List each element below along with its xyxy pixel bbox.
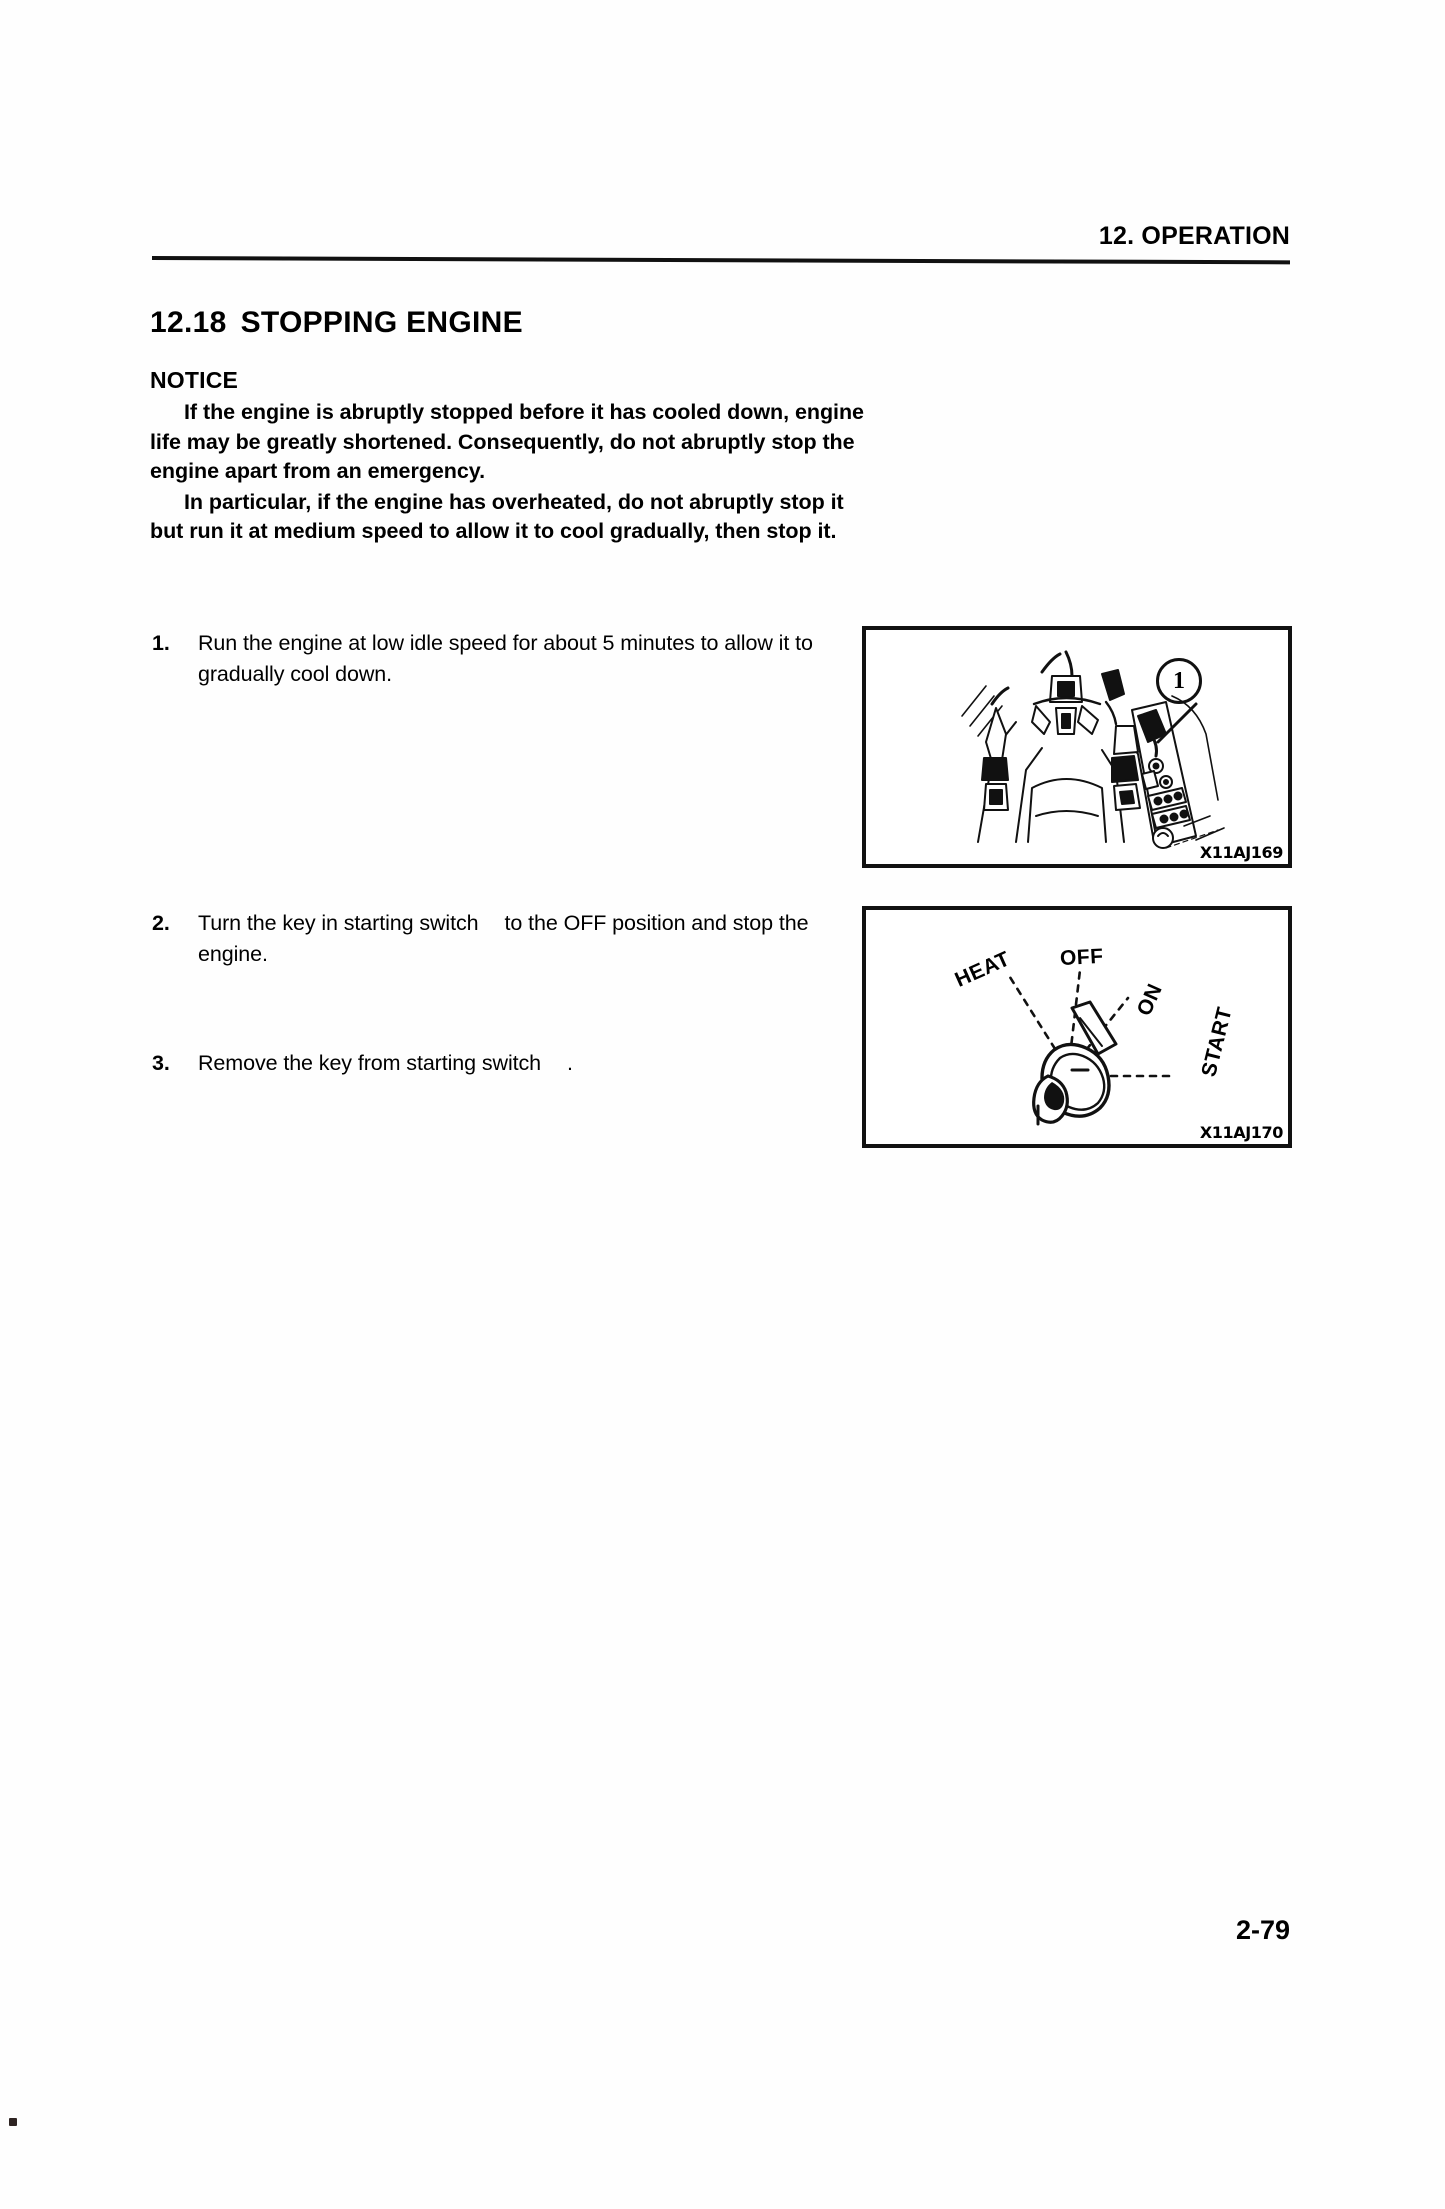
section-title: STOPPING ENGINE bbox=[240, 306, 523, 339]
step-text-after: to the OFF position and stop the engine. bbox=[198, 911, 809, 966]
step-text-before: Remove the key from starting switch bbox=[198, 1051, 542, 1075]
section-number: 12.18 bbox=[150, 306, 227, 339]
switch-label-start: START bbox=[1197, 1004, 1237, 1080]
notice-paragraph: If the engine is abruptly stopped before it has cooled down, engine life may be greatly shortened. Consequently, do not abruptly stop the engine apart from an emergency. bbox=[150, 400, 864, 483]
step-item bbox=[152, 628, 852, 690]
callout-number-1: 1 bbox=[1156, 658, 1202, 704]
figure-code: X11AJ170 bbox=[1199, 1123, 1283, 1142]
switch-label-heat: HEAT bbox=[951, 947, 1014, 992]
figure-starting-switch bbox=[862, 906, 1292, 1148]
figure-code: X11AJ169 bbox=[1199, 843, 1283, 862]
cab-interior-illustration bbox=[866, 630, 1288, 864]
notice-label: NOTICE bbox=[150, 367, 239, 393]
scan-artifact-dot bbox=[9, 2118, 17, 2126]
notice-paragraph: In particular, if the engine has overheated, do not abruptly stop it but run it at medium speed to allow it to cool gradually, then stop it. bbox=[150, 489, 844, 543]
step-text-before: Turn the key in starting switch bbox=[198, 911, 479, 935]
running-header: 12. OPERATION bbox=[1098, 222, 1290, 250]
notice-body bbox=[150, 398, 870, 547]
switch-label-on: ON bbox=[1132, 980, 1167, 1020]
section-heading bbox=[150, 306, 523, 340]
step-number: 1. bbox=[152, 631, 170, 655]
header-rule bbox=[152, 256, 1290, 264]
step-text bbox=[198, 908, 852, 970]
step-item bbox=[152, 908, 852, 970]
page-number: 2-79 bbox=[1235, 1915, 1290, 1945]
step-item bbox=[152, 1048, 852, 1079]
step-text-after: . bbox=[567, 1051, 573, 1075]
figure-cab-interior bbox=[862, 626, 1292, 868]
step-number: 3. bbox=[152, 1051, 170, 1075]
step-number: 2. bbox=[152, 911, 170, 935]
switch-label-off: OFF bbox=[1059, 944, 1105, 971]
step-text: Run the engine at low idle speed for about 5 minutes to allow it to gradually cool down. bbox=[198, 631, 813, 686]
step-text bbox=[198, 1048, 852, 1079]
